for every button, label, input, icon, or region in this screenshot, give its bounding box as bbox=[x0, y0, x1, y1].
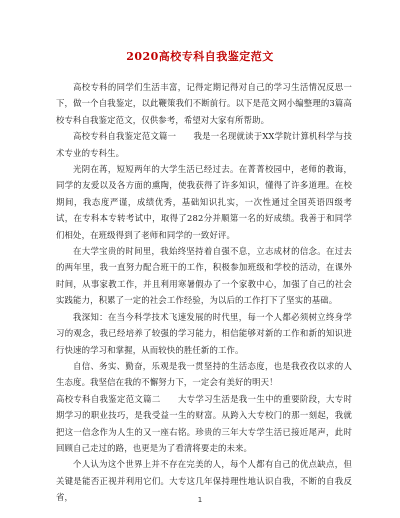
paragraph: 在大学宝贵的时间里，我始终坚持着自强不息，立志成材的信念。在过去的两年里，我一直努力配合班干的工作，积极参加班级和学校的活动，在课外时间，从事家教工作，并且利用寒暑假办了一个家教中心，加强了自己的社会实践能力，积累了一定的社会工作经验，为以后的工作打下了坚实的基础。 bbox=[56, 246, 352, 306]
paragraph: 高校专科自我鉴定范文篇一 我是一名现就读于XX学院计算机科学与技术专业的专科生。 bbox=[56, 131, 352, 158]
document-body bbox=[56, 79, 352, 506]
page-title: 2020高校专科自我鉴定范文 bbox=[126, 50, 274, 63]
paragraph: 个人认为这个世界上并不存在完美的人，每个人都有自己的优点缺点，但关键是能否正视并利用它们。大专这几年保持理性地认识自我，不断的自我反省， bbox=[56, 459, 352, 503]
page-number: 1 bbox=[197, 496, 203, 504]
paragraph: 光阴在苒，短短两年的大学生活已经过去。在菁菁校园中，老师的教诲，同学的友爱以及各方面的熏陶，使我获得了许多知识，懂得了许多道理。在校期间，我态度严谨，成绩优秀，基础知识扎实，一次性通过全国英语四级考试，在专科本专转考试中，取得了282分并顺第一名的好成绩。我善于和同学们相处，在班级得到了老师和同学的一致好评。 bbox=[56, 164, 352, 240]
paragraph: 高校专科自我鉴定范文篇二 大专学习生活是我一生中的重要阶段，大专时期学习的职业技巧，是我受益一生的财富。从跨入大专校门的那一刻起，我就把这一信念作为人生的又一座右铭。珍贵的三年大专学生活已接近尾声，此时回顾自己走过的路，也更是为了看清将要走的未来。 bbox=[56, 393, 352, 453]
paragraph: 我深知：在当今科学技术飞速发展的时代里，每一个人都必须树立终身学习的观念，我已经培养了较强的学习能力，相信能够对新的工作和新的知识进行快速的学习和掌握，从而较快的胜任新的工作。 bbox=[56, 311, 352, 355]
paragraph: 自信、务实、勤奋，乐观是我一贯坚持的生活态度，也是我孜孜以求的人生态度。我坚信在我的不懈努力下，一定会有美好的明天！ bbox=[56, 360, 352, 388]
paragraph: 高校专科的同学们生活丰富，记得定期记得对自己的学习生活情况反思一下，做一个自我鉴定，以此鞭策我们不断前行。以下是范文网小编整理的3篇高校专科自我鉴定范文，仅供参考，希望对大家有所帮助。 bbox=[56, 82, 352, 125]
